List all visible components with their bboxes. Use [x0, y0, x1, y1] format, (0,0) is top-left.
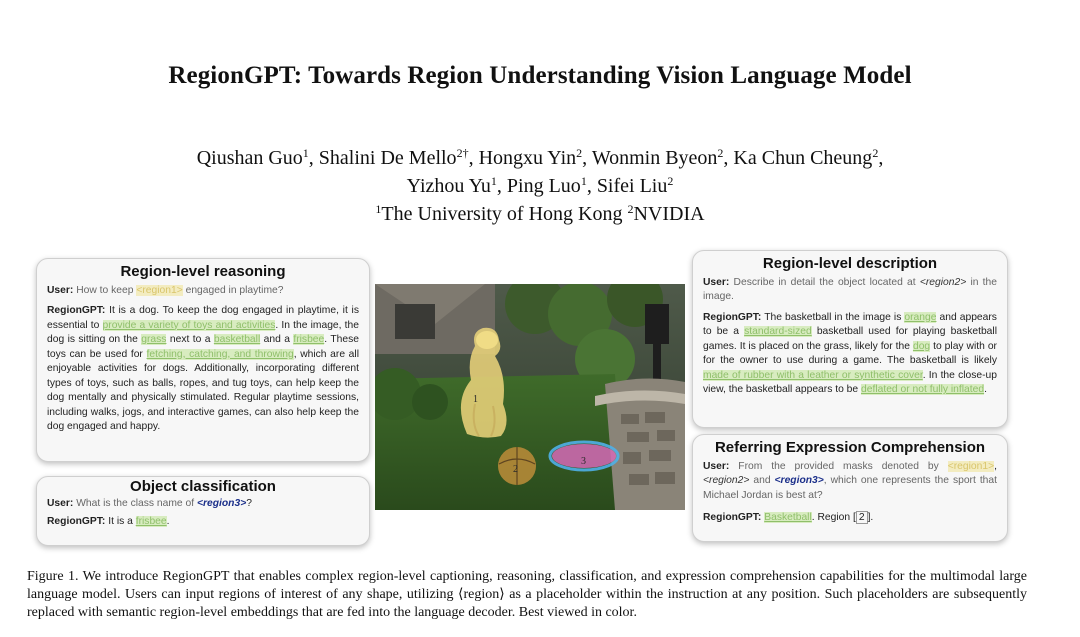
paper-title: RegionGPT: Towards Region Understanding Vision Language Model — [168, 62, 912, 89]
author: Shalini De Mello$^{2\dagger}$, — [318, 146, 479, 169]
authors-line-1 — [0, 144, 1080, 172]
user-query: User: From the provided masks denoted by <region1>, <region2> and <region3>, which one represents the sport that Michael Jordan is best at? — [703, 460, 997, 501]
panel-title: Region-level reasoning — [120, 263, 286, 280]
region-label: 1 — [473, 394, 478, 405]
model-response: RegionGPT: It is a frisbee. — [47, 516, 170, 527]
user-query: User: What is the class name of <region3>? — [47, 497, 252, 509]
author: Wonmin Byeon$^2$, — [591, 146, 734, 169]
region-token: <region1> — [947, 460, 995, 472]
panel-title: Referring Expression Comprehension — [714, 439, 986, 456]
region-token: <region3> — [196, 497, 247, 509]
author: Ping Luo$^1$, — [506, 174, 597, 197]
model-response: RegionGPT: Basketball. Region [ 2 ]. — [703, 512, 874, 523]
region-token: <region1> — [136, 284, 183, 296]
model-response: RegionGPT: It is a dog. To keep the dog engaged in playtime, it is essential to provide a variety of toys and activities. In the image, the dog is sitting on the grass next to a basketball and a frisbee. These toys can be used for fetching, catching, and throwing, which are all enjoyable activities for dogs. Additionally, incorporating different types of toys, such as balls, ropes, and tug toys, can help keep the dog mentally and physically stimulated. Regular playtime sessions, including walks, jogs, and interactive games, can also help keep the dog engaged and happy. — [47, 305, 359, 432]
region-label: 2 — [513, 464, 518, 475]
affiliations: $^1$The University of Hong Kong $^2$NVIDIA — [375, 202, 705, 225]
region-index: 2 — [856, 511, 868, 524]
model-response: RegionGPT: The basketball in the image is orange and appears to be a standard-sized basketball used for playing basketball games. It is placed on the grass, likely for the dog to play with or for the owner to use during a game. The basketball is likely made of rubber with a leather or synthetic cover. In the close-up view, the basketball appears to be deflated or not fully inflated. — [703, 311, 998, 395]
region-token: <region2> — [703, 475, 750, 486]
region-reasoning-panel — [36, 258, 370, 462]
figure-caption: Figure 1. We introduce RegionGPT that enables complex region-level captioning, reasoning, classification, and expression comprehension capabilities for the multimodal large language model. Users can input regions of interest of any shape, utilizing ⟨region⟩ as a placeholder within the instruction at any position. Such placeholders are subsequently replaced with semantic region-level embeddings that are fed into the language decoder. Best viewed in color. — [27, 569, 1027, 620]
authors-line-2 — [0, 172, 1080, 200]
dog-scene-image — [375, 284, 685, 510]
object-classification-panel — [36, 476, 370, 546]
referring-expression-panel — [692, 434, 1008, 542]
region-token: <region2> — [919, 276, 967, 288]
region-description-panel — [692, 250, 1008, 428]
panel-title: Region-level description — [762, 255, 938, 272]
region-token: <region3> — [774, 475, 824, 486]
user-query: User: Describe in detail the object located at <region2> in the image. — [703, 276, 997, 302]
region-label: 3 — [581, 456, 586, 467]
author: Sifei Liu$^2$ — [596, 174, 674, 197]
author: Qiushan Guo$^1$, — [196, 146, 319, 169]
author: Ka Chun Cheung$^2$, — [733, 146, 884, 169]
author: Hongxu Yin$^2$, — [478, 146, 592, 169]
user-query: User: How to keep <region1> engaged in playtime? — [47, 284, 284, 296]
author: Yizhou Yu$^1$, — [406, 174, 507, 197]
panel-title: Object classification — [130, 478, 276, 495]
author-block — [0, 144, 1080, 228]
